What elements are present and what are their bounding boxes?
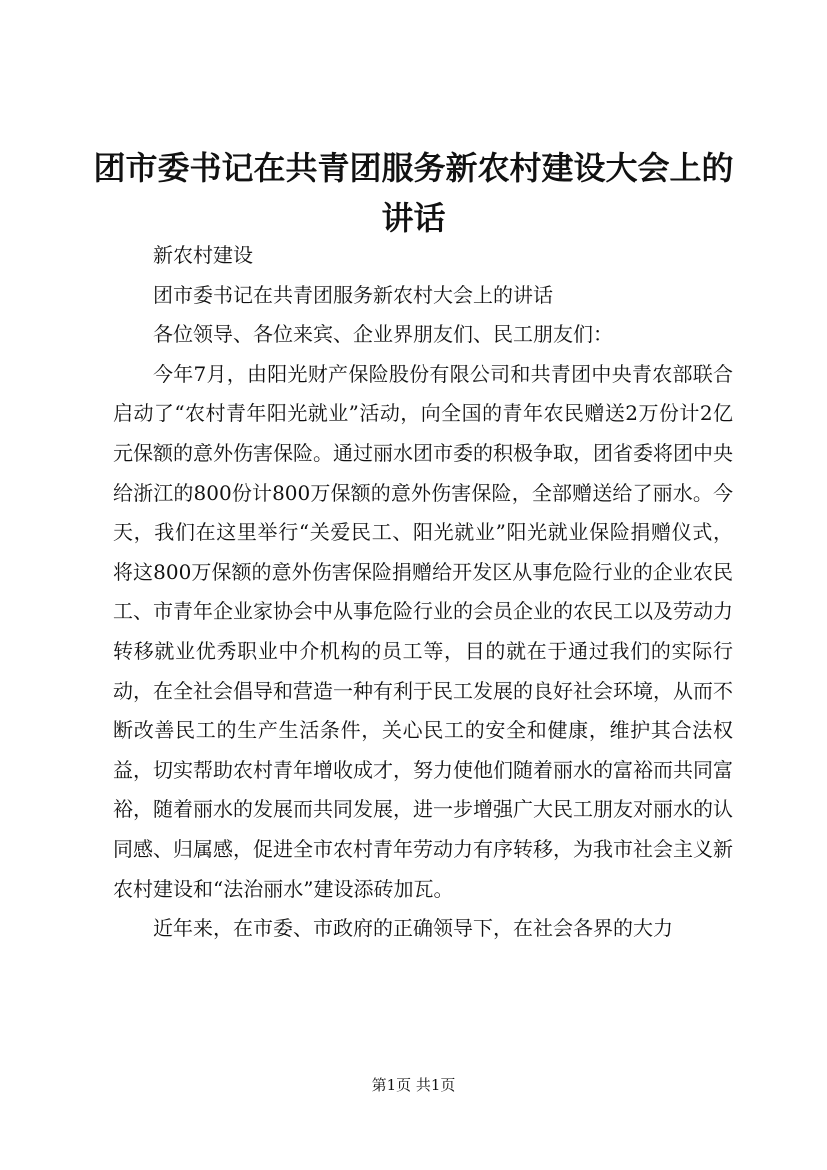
page-footer: 第1页 共1页 xyxy=(371,1076,456,1094)
paragraph-topic: 新农村建设 xyxy=(153,243,253,267)
paragraph-continued: 近年来，在市委、市政府的正确领导下，在社会各界的大力 xyxy=(153,916,673,941)
document-body xyxy=(113,236,733,949)
paragraph-main: 今年7月，由阳光财产保险股份有限公司和共青团中央青农部联合启动了“农村青年阳光就业”活动，向全国的青年农民赠送2万份计2亿元保额的意外伤害保险。通过丽水团市委的积极争取，团省委将团中央给浙江的800份计800万保额的意外伤害保险，全部赠送给了丽水。今天，我们在这里举行“关爱民工、阳光就业”阳光就业保险捐赠仪式，将这800万保额的意外伤害保险捐赠给开发区从事危险行业的企业农民工、市青年企业家协会中从事危险行业的会员企业的农民工以及劳动力转移就业优秀职业中介机构的员工等，目的就在于通过我们的实际行动，在全社会倡导和营造一种有利于民工发展的良好社会环境，从而不断改善民工的生产生活条件，关心民工的安全和健康，维护其合法权益，切实帮助农村青年增收成才，努力使他们随着丽水的富裕而共同富裕，随着丽水的发展而共同发展，进一步增强广大民工朋友对丽水的认同感、归属感，促进全市农村青年劳动力有序转移，为我市社会主义新农村建设和“法治丽水”建设添砖加瓦。 xyxy=(113,361,733,901)
paragraph-salutation: 各位领导、各位来宾、企业界朋友们、民工朋友们： xyxy=(153,322,613,347)
paragraph-subtitle: 团市委书记在共青团服务新农村大会上的讲话 xyxy=(153,282,553,307)
document-title: 团市委书记在共青团服务新农村建设大会上的讲话 xyxy=(93,149,734,237)
